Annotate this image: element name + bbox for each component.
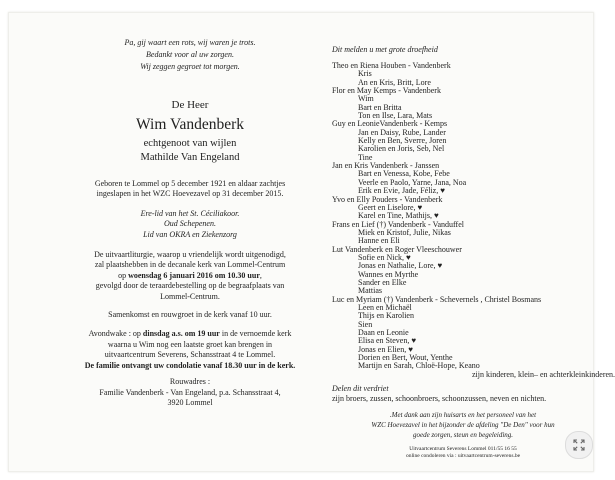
footer-line: Uitvaartcentrum Severens Lommel 011/55 16 55: [409, 446, 517, 453]
family-member-line: Kelly en Ben, Sverre, Joren: [358, 136, 447, 146]
delen-text: zijn broers, zussen, schoonbroers, schoonzussen, neven en nichten.: [332, 394, 547, 404]
family-member-line: Karel en Tine, Mathijs, ♥: [358, 211, 439, 221]
delen-heading: Delen dit verdriet: [332, 384, 389, 394]
funeral-line: De uitvaartliturgie, waarop u vriendelijk wordt uitgenodigd,: [94, 250, 286, 260]
wake-post: in de vernoemde kerk: [219, 329, 292, 339]
address-line: 3920 Lommel: [167, 397, 213, 407]
family-member-line: Erik en Evie, Jade, Féliz, ♥: [358, 186, 445, 196]
wake-line: [59, 329, 321, 339]
honor-line: Oud Schepenen.: [164, 219, 216, 229]
address-line: Familie Vandenberk - Van Engeland, p.a. Schansstraat 4,: [99, 387, 281, 397]
spouse-name: Mathilde Van Engeland: [140, 152, 240, 163]
mourning-address: [59, 377, 321, 408]
thanks-note: [332, 410, 594, 440]
footer-line: online condoleren via : uitvaartcentrum-severens.be: [405, 453, 521, 460]
family-branch-line: Yvo en Elly Pouders - Vandenberk: [332, 194, 443, 204]
honor-line: Ere-lid van het St. Céciliakoor.: [140, 208, 240, 218]
memorial-card: [8, 12, 615, 472]
family-member-line: Wannes en Myrthe: [358, 269, 419, 279]
funeral-date-line: [59, 271, 321, 281]
family-member-line: Miek en Kristof, Julie, Nikas: [358, 227, 451, 237]
birth-death-info: [59, 179, 321, 200]
gathering-info: Samenkomst en rouwgroet in de kerk vanaf 10 uur.: [108, 310, 272, 320]
left-column: [59, 37, 321, 408]
opening-quote: [59, 37, 321, 73]
family-member-line: Kris: [358, 69, 372, 79]
family-member-line: Ton en Ilse, Lara, Mats: [358, 111, 433, 121]
funeral-date: woensdag 6 januari 2016 om 10.30 uur: [128, 270, 260, 280]
family-member-line: Wim: [358, 94, 374, 104]
family-branch-line: Jan en Kris Vandenberk - Janssen: [332, 161, 440, 171]
quote-line: Pa, gij waart een rots, wij waren je trots.: [124, 38, 256, 47]
family-branch-line: Flor en May Kemps - Vandenberk: [332, 86, 441, 96]
funeral-info: [59, 250, 321, 302]
family-member-line: Jonas en Nathalie, Lore, ♥: [358, 261, 443, 271]
family-branch-line: zijn kinderen, klein– en achterkleinkinderen.: [472, 369, 615, 379]
wake-line: waarna u Wim nog een laatste groet kan brengen in: [107, 339, 273, 349]
family-member-line: Jan en Daisy, Rube, Lander: [358, 127, 446, 137]
quote-line: Wij zeggen gegroet tot morgen.: [140, 62, 240, 71]
family-member-line: Hanne en Eli: [358, 236, 400, 246]
family-member-line: Bart en Britta: [358, 102, 402, 112]
family-member-line: Sofie en Nick, ♥: [358, 252, 411, 262]
wake-pre: Avondwake : op: [88, 329, 143, 339]
thanks-line: .Met dank aan zijn huisarts en het personeel van het: [389, 411, 537, 420]
funeral-date-post: ,: [259, 270, 262, 280]
thanks-line: WZC Hoevezavel in het bijzonder de afdeling "De Den" voor hun: [371, 421, 555, 430]
expand-button[interactable]: [565, 431, 593, 459]
family-member-line: Daan en Leonie: [358, 328, 409, 337]
family-branch-line: Luc en Myriam (†) Vandenberk - Schevernels , Christel Bosmans: [332, 294, 542, 304]
right-column: [332, 45, 615, 460]
expand-arrows-icon: [573, 439, 585, 451]
wake-info: [59, 329, 321, 371]
family-branch-line: Lut Vandenberk en Roger Vleeschouwer: [332, 244, 462, 254]
birth-line: Geboren te Lommel op 5 december 1921 en aldaar zachtjes: [94, 179, 286, 188]
family-member-line: Veerle en Paolo, Yarne, Jana, Noa: [358, 177, 467, 187]
family-member-line: Jonas en Elien, ♥: [358, 344, 413, 354]
family-member-line: Martijn en Sarah, Chloë-Hope, Keano: [358, 361, 480, 371]
funeral-line: zal plaatshebben in de decanale kerk van Lommel-Centrum: [94, 260, 286, 270]
thanks-line: goede zorgen, steun en begeleiding.: [412, 431, 514, 440]
family-branch-line: Frans en Lief (†) Vandenberk - Vanduffel: [332, 219, 464, 229]
honorific: De Heer: [171, 99, 209, 111]
family-branch-line: Guy en LeonieVandenberk - Kemps: [332, 119, 448, 129]
family-member-line: Thijs en Karolien: [358, 311, 414, 321]
wake-line: uitvaartcentrum Severens, Schansstraat 4 te Lommel.: [104, 350, 276, 360]
funeral-line: gevolgd door de teraardebestelling op de begraafplaats van: [95, 281, 285, 291]
address-label: Rouwadres :: [169, 377, 211, 387]
family-member-line: Tine: [358, 152, 373, 162]
family-member-line: Sien: [358, 319, 373, 329]
condolence-line: De familie ontvangt uw condolatie vanaf 18.30 uur in de kerk.: [84, 360, 296, 370]
family-member-line: Sander en Elke: [358, 277, 407, 287]
funeral-line: Lommel-Centrum.: [160, 291, 220, 301]
family-branch-line: Theo en Riena Houben - Vandenberk: [332, 61, 451, 70]
spouse-line: echtgenoot van wijlen: [143, 138, 237, 149]
funeral-home-footer: [332, 446, 594, 460]
family-member-line: Bart en Venessa, Kobe, Febe: [358, 169, 450, 179]
family-member-line: An en Kris, Britt, Lore: [358, 77, 431, 87]
funeral-date-pre: op: [118, 270, 129, 280]
honors: [59, 209, 321, 240]
family-heading: Dit melden u met grote droefheid: [332, 45, 438, 54]
birth-line: ingeslapen in het WZC Hoevezavel op 31 december 2015.: [96, 189, 284, 199]
family-member-line: Elisa en Steven, ♥: [358, 336, 417, 346]
honor-line: Lid van OKRA en Ziekenzorg: [143, 229, 237, 239]
family-member-line: Dorien en Bert, Wout, Yenthe: [358, 353, 453, 363]
family-member-line: Geert en Liselore, ♥: [358, 202, 423, 212]
deceased-block: [59, 99, 321, 165]
family-member-line: Karolien en Joris, Seb, Nel: [358, 144, 445, 154]
quote-line: Bedankt voor al uw zorgen.: [146, 50, 234, 59]
family-list: [332, 61, 615, 379]
deceased-name: Wim Vandenberk: [136, 116, 244, 133]
family-member-line: Mattias: [358, 286, 382, 296]
wake-date: dinsdag a.s. om 19 uur: [142, 329, 220, 339]
family-member-line: Leen en Michaël: [358, 302, 412, 312]
